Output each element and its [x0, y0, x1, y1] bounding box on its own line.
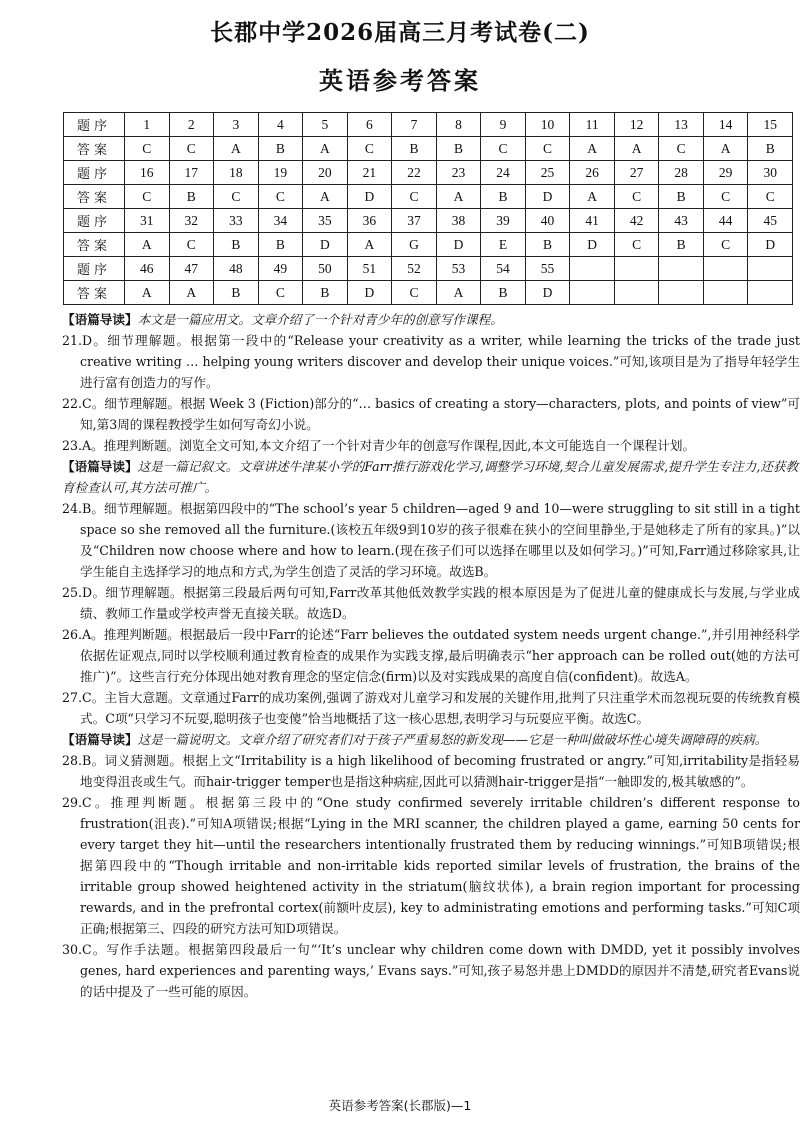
answer-cell: A — [214, 137, 259, 161]
question-number-cell: 18 — [214, 161, 259, 185]
guide-label: 【语篇导读】 — [62, 459, 138, 474]
guide-label: 【语篇导读】 — [62, 732, 138, 747]
question-number-cell: 41 — [570, 209, 615, 233]
answer-cell: C — [258, 185, 303, 209]
answer-cell: D — [347, 185, 392, 209]
question-number-cell: 28 — [659, 161, 704, 185]
guide-text: 本文是一篇应用文。文章介绍了一个针对青少年的创意写作课程。 — [137, 312, 503, 327]
question-number-cell: 46 — [125, 257, 170, 281]
question-number-cell: 45 — [748, 209, 793, 233]
answer-cell: A — [570, 185, 615, 209]
answer-cell: G — [392, 233, 437, 257]
answer-cell: C — [125, 137, 170, 161]
row-label: 答案 — [64, 185, 125, 209]
answer-cell: D — [303, 233, 348, 257]
question-number-cell: 11 — [570, 113, 615, 137]
answer-cell: C — [748, 185, 793, 209]
row-label: 题序 — [64, 161, 125, 185]
answer-row — [64, 233, 793, 257]
row-label: 题序 — [64, 209, 125, 233]
question-number-cell: 19 — [258, 161, 303, 185]
answer-cell: B — [748, 137, 793, 161]
answer-explanation: 27.C。主旨大意题。文章通过Farr的成功案例,强调了游戏对儿童学习和发展的关键作用,批判了只注重学术而忽视玩耍的传统教育模式。C项“只学习不玩耍,聪明孩子也变傻”恰当地概括了这一核心思想,表明学习与玩耍应平衡。故选C。 — [62, 690, 800, 726]
question-number-cell: 3 — [214, 113, 259, 137]
answer-cell — [748, 281, 793, 305]
question-number-cell: 43 — [659, 209, 704, 233]
answer-cell — [614, 281, 659, 305]
answer-cell: B — [659, 185, 704, 209]
question-number-cell: 4 — [258, 113, 303, 137]
answer-cell: C — [614, 233, 659, 257]
guide-text: 这是一篇说明文。文章介绍了研究者们对于孩子严重易怒的新发现——它是一种叫做破坏性心境失调障碍的疾病。 — [137, 732, 768, 747]
answer-cell: A — [436, 281, 481, 305]
question-number-cell: 12 — [614, 113, 659, 137]
question-number-cell — [659, 257, 704, 281]
question-number-cell: 42 — [614, 209, 659, 233]
answer-cell: A — [570, 137, 615, 161]
answer-cell: D — [525, 185, 570, 209]
question-number-cell: 30 — [748, 161, 793, 185]
question-number-cell: 26 — [570, 161, 615, 185]
question-number-cell: 25 — [525, 161, 570, 185]
answer-cell: D — [525, 281, 570, 305]
answer-cell: A — [125, 233, 170, 257]
answer-cell: E — [481, 233, 526, 257]
answer-cell: B — [525, 233, 570, 257]
passage-guide — [62, 309, 800, 330]
question-number-cell: 10 — [525, 113, 570, 137]
answer-cell: C — [125, 185, 170, 209]
question-number-cell: 51 — [347, 257, 392, 281]
answer-cell: B — [214, 281, 259, 305]
passage-guide — [62, 456, 800, 498]
question-number-cell: 24 — [481, 161, 526, 185]
question-number-cell: 36 — [347, 209, 392, 233]
question-number-cell: 39 — [481, 209, 526, 233]
answer-cell — [659, 281, 704, 305]
question-number-cell: 17 — [169, 161, 214, 185]
answer-cell: B — [481, 281, 526, 305]
question-number-cell: 31 — [125, 209, 170, 233]
question-number-cell: 21 — [347, 161, 392, 185]
answer-cell: C — [659, 137, 704, 161]
question-number-cell: 33 — [214, 209, 259, 233]
question-number-cell: 48 — [214, 257, 259, 281]
answer-key-subtitle: 英语参考答案 — [319, 66, 481, 95]
question-number-cell: 16 — [125, 161, 170, 185]
question-number-cell: 23 — [436, 161, 481, 185]
guide-label: 【语篇导读】 — [62, 312, 138, 327]
question-number-row — [64, 161, 793, 185]
question-number-cell: 15 — [748, 113, 793, 137]
explanations — [62, 309, 800, 1002]
answer-cell: B — [303, 281, 348, 305]
answer-cell: B — [258, 233, 303, 257]
answer-explanation: 28.B。词义猜测题。根据上文“Irritability is a high likelihood of becoming frustrated or angry.”可知,irritability是指轻易地变得沮丧或生气。而hair-trigger temper也是指这种病症,因此可以猜测hair-trigger是指“一触即发的,极其敏感的”。 — [62, 753, 800, 789]
answer-cell: B — [659, 233, 704, 257]
answer-cell: C — [525, 137, 570, 161]
question-number-cell: 5 — [303, 113, 348, 137]
answer-row — [64, 137, 793, 161]
answer-explanation: 26.A。推理判断题。根据最后一段中Farr的论述“Farr believes the outdated system needs urgent change.”,并引用神经科学依据佐证观点,同时以学校顺利通过教育检查的成果作为实践支撑,最后明确表示“her approach can be rolled out(她的方法可推广)”。这些言行充分体现出她对教育理念的坚定信念(firm)以及对实践成果的高度自信(confident)。故选A。 — [62, 627, 800, 684]
question-number-cell: 44 — [703, 209, 748, 233]
question-number-cell: 14 — [703, 113, 748, 137]
answer-cell: A — [347, 233, 392, 257]
answer-cell: A — [303, 137, 348, 161]
answer-row — [64, 185, 793, 209]
answer-cell: A — [303, 185, 348, 209]
question-number-cell: 20 — [303, 161, 348, 185]
answer-cell: B — [214, 233, 259, 257]
question-number-cell: 7 — [392, 113, 437, 137]
answer-explanation: 30.C。写作手法题。根据第四段最后一句“‘It’s unclear why children come down with DMDD, yet it possibly involves genes, hard experiences and parenting ways,’ Evans says.”可知,孩子易怒并患上DMDD的原因并不清楚,研究者Evans说的话中提及了一些可能的原因。 — [62, 942, 800, 999]
row-label: 题序 — [64, 257, 125, 281]
answer-cell: D — [748, 233, 793, 257]
answer-cell: B — [392, 137, 437, 161]
answer-explanation: 24.B。细节理解题。根据第四段中的“The school’s year 5 children—aged 9 and 10—were struggling to sit still in a tight space so she removed all the furniture.(该校五年级9到10岁的孩子很难在狭小的空间里静坐,于是她移走了所有的家具。)”以及“Children now choose where and how to learn.(现在孩子们可以选择在哪里以及如何学习。)”可知,Farr通过移除家具,让学生能自主选择学习的地点和方式,为学生创造了灵活的学习环境。故选B。 — [62, 501, 800, 579]
question-number-cell: 22 — [392, 161, 437, 185]
row-label: 答案 — [64, 137, 125, 161]
question-number-cell — [748, 257, 793, 281]
question-number-cell: 47 — [169, 257, 214, 281]
answer-cell: C — [481, 137, 526, 161]
question-number-cell: 50 — [303, 257, 348, 281]
answer-cell: C — [703, 185, 748, 209]
answer-cell: B — [258, 137, 303, 161]
question-number-cell: 53 — [436, 257, 481, 281]
row-label: 答案 — [64, 233, 125, 257]
answer-cell: C — [392, 281, 437, 305]
answer-cell: B — [169, 185, 214, 209]
answer-cell: A — [436, 185, 481, 209]
question-number-cell: 55 — [525, 257, 570, 281]
answer-cell: B — [436, 137, 481, 161]
question-number-cell: 1 — [125, 113, 170, 137]
question-number-cell: 29 — [703, 161, 748, 185]
question-number-cell: 13 — [659, 113, 704, 137]
question-number-cell: 6 — [347, 113, 392, 137]
answer-cell — [703, 281, 748, 305]
answer-explanation: 25.D。细节理解题。根据第三段最后两句可知,Farr改革其他低效教学实践的根本原因是为了促进儿童的健康成长与发展,与学业成绩、教师工作量或学校声誉无直接关联。故选D。 — [62, 585, 800, 621]
row-label: 答案 — [64, 281, 125, 305]
answer-cell: D — [436, 233, 481, 257]
answer-cell: C — [169, 137, 214, 161]
answer-cell: C — [347, 137, 392, 161]
answer-row — [64, 281, 793, 305]
answer-cell: C — [703, 233, 748, 257]
question-number-cell: 49 — [258, 257, 303, 281]
question-number-cell — [570, 257, 615, 281]
question-number-cell: 40 — [525, 209, 570, 233]
question-number-row — [64, 209, 793, 233]
question-number-cell: 38 — [436, 209, 481, 233]
question-number-cell: 37 — [392, 209, 437, 233]
question-number-cell — [614, 257, 659, 281]
question-number-cell: 2 — [169, 113, 214, 137]
question-number-cell: 9 — [481, 113, 526, 137]
question-number-cell: 27 — [614, 161, 659, 185]
exam-title: 长郡中学2026届高三月考试卷(二) — [210, 19, 590, 46]
question-number-cell: 34 — [258, 209, 303, 233]
passage-guide — [62, 729, 800, 750]
question-number-row — [64, 113, 793, 137]
answer-cell: C — [214, 185, 259, 209]
answer-cell: C — [258, 281, 303, 305]
question-number-cell: 52 — [392, 257, 437, 281]
question-number-cell: 35 — [303, 209, 348, 233]
answer-cell: D — [347, 281, 392, 305]
answer-cell: D — [570, 233, 615, 257]
question-number-cell — [703, 257, 748, 281]
answer-cell: A — [703, 137, 748, 161]
answer-explanation: 29.C。推理判断题。根据第三段中的“One study confirmed severely irritable children’s different response to frustration(沮丧).”可知A项错误;根据“Lying in the MRI scanner, the children played a game, earning 50 cents for every target they hit—until the researchers intentionally frustrated them by reducing winnings.”可知B项错误;根据第四段中的“Though irritable and non-irritable kids reported similar levels of frustration, the brains of the irritable group showed heightened activity in the striatum(脑纹状体), a brain region important for processing rewards, and in the prefrontal cortex(前额叶皮层), key to administrating emotions and performing tasks.”可知C项正确;根据第三、四段的研究方法可知D项错误。 — [62, 795, 800, 936]
answer-table — [63, 112, 793, 305]
answer-cell: C — [169, 233, 214, 257]
guide-text: 这是一篇记叙文。文章讲述牛津某小学的Farr推行游戏化学习,调整学习环境,契合儿童发展需求,提升学生专注力,还获教育检查认可,其方法可推广。 — [62, 459, 799, 495]
answer-explanation: 21.D。细节理解题。根据第一段中的“Release your creativity as a writer, while learning the tricks of the trade just creative writing … helping young writers discover and develop their unique voices.”可知,该项目是为了指导年轻学生进行富有创造力的写作。 — [62, 333, 800, 390]
question-number-cell: 32 — [169, 209, 214, 233]
answer-cell: C — [392, 185, 437, 209]
answer-cell: A — [169, 281, 214, 305]
page-footer: 英语参考答案(长郡版)—1 — [328, 1098, 472, 1113]
question-number-row — [64, 257, 793, 281]
answer-cell: B — [481, 185, 526, 209]
row-label: 题序 — [64, 113, 125, 137]
question-number-cell: 54 — [481, 257, 526, 281]
answer-cell: A — [614, 137, 659, 161]
answer-cell: C — [614, 185, 659, 209]
question-number-cell: 8 — [436, 113, 481, 137]
answer-explanation: 23.A。推理判断题。浏览全文可知,本文介绍了一个针对青少年的创意写作课程,因此,本文可能选自一个课程计划。 — [62, 438, 696, 453]
answer-explanation: 22.C。细节理解题。根据 Week 3 (Fiction)部分的“… basics of creating a story—characters, plots, and points of view”可知,第3周的课程教授学生如何写奇幻小说。 — [62, 396, 800, 432]
answer-cell: A — [125, 281, 170, 305]
answer-cell — [570, 281, 615, 305]
